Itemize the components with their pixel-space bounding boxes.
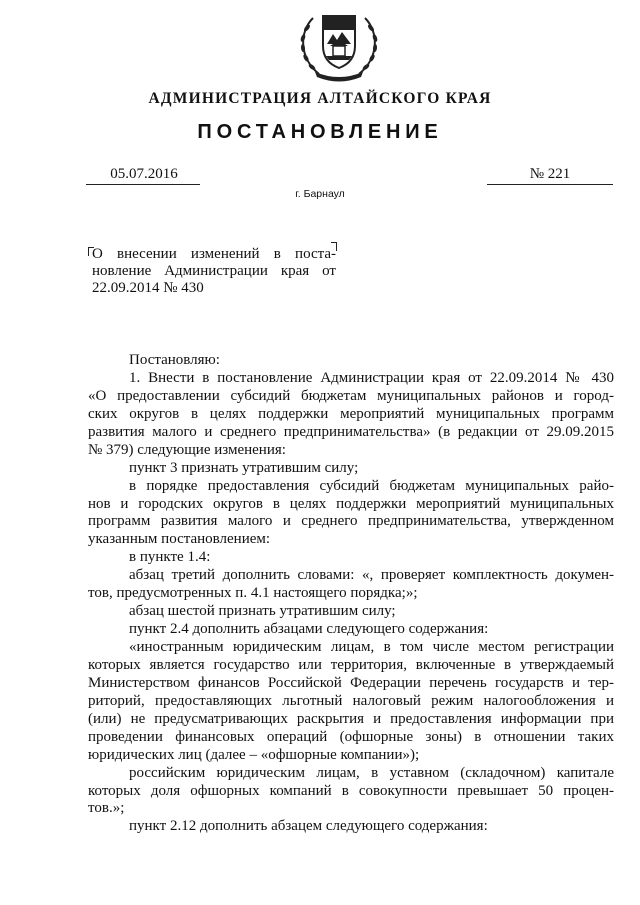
body-line: российским юридическим лицам, в уставном (складочном) капитале: [129, 764, 614, 781]
body-line: юридических лиц (далее – «офшорные компании»);: [88, 746, 420, 763]
document-subject: [92, 246, 336, 297]
body-line: пункт 2.12 дополнить абзацем следующего содержания:: [129, 818, 488, 835]
body-line: «иностранным юридическим лицам, в том числе местом регистрации: [129, 639, 614, 655]
document-date: 05.07.2016: [110, 166, 178, 182]
body-line: программ развития малого и среднего предпринимательства, утвержденном: [88, 513, 614, 530]
number-underline: [487, 184, 613, 185]
body-line: тов, предусмотренных п. 4.1 настоящего порядка;»;: [88, 585, 418, 602]
body-line: указанным постановлением:: [88, 531, 271, 548]
subject-line: 22.09.2014 № 430: [92, 280, 204, 296]
body-line: которых доля офшорных компаний в совокупности превышает 50 процен-: [88, 782, 614, 799]
body-line: тов.»;: [88, 800, 125, 817]
date-underline: [86, 184, 200, 185]
authority-name: АДМИНИСТРАЦИЯ АЛТАЙСКОГО КРАЯ: [148, 90, 492, 107]
document-body: [88, 352, 614, 836]
body-line: риторий, предоставляющих льготный налоговый режим налогообложения и: [88, 692, 614, 709]
body-line: ских округов в целях поддержки мероприятий муниципальных программ: [88, 405, 614, 422]
coat-of-arms-emblem: [293, 10, 385, 82]
body-line: абзац третий дополнить словами: «, проверяет комплектность докумен-: [129, 567, 614, 584]
body-line: Постановляю:: [129, 352, 220, 368]
body-line: проведении финансовых операций (офшорные зоны) в отношении таких: [88, 728, 614, 745]
body-line: пункт 2.4 дополнить абзацами следующего содержания:: [129, 621, 489, 638]
body-line: (или) не предусматривающих раскрытия и предоставления информации при: [88, 710, 614, 727]
body-line: «О предоставлении субсидий бюджетам муниципальных районов и город-: [88, 387, 614, 404]
document-type-title: ПОСТАНОВЛЕНИЕ: [197, 121, 443, 143]
body-line: № 379) следующие изменения:: [88, 441, 286, 458]
document-number: № 221: [529, 166, 571, 182]
body-line: абзац шестой признать утратившим силу;: [129, 603, 396, 620]
body-line: развития малого и среднего предпринимательства» (в редакции от 29.09.2015: [88, 423, 614, 440]
body-line: которых является государство или территория, включенные в утверждаемый: [88, 656, 614, 673]
subject-line: новление Администрации края от: [92, 263, 336, 279]
body-line: 1. Внести в постановление Администрации края от 22.09.2014 № 430: [129, 369, 614, 386]
body-line: в порядке предоставления субсидий бюджетам муниципальных райо-: [129, 477, 614, 494]
body-line: нов и городских округов в целях поддержки мероприятий муниципальных: [88, 495, 614, 512]
subject-line: О внесении изменений в поста-: [92, 246, 336, 262]
document-place: г. Барнаул: [295, 188, 345, 200]
body-line: Министерством финансов Российской Федерации перечень государств и тер-: [88, 674, 614, 691]
body-line: в пункте 1.4:: [129, 549, 211, 566]
body-line: пункт 3 признать утратившим силу;: [129, 459, 359, 476]
